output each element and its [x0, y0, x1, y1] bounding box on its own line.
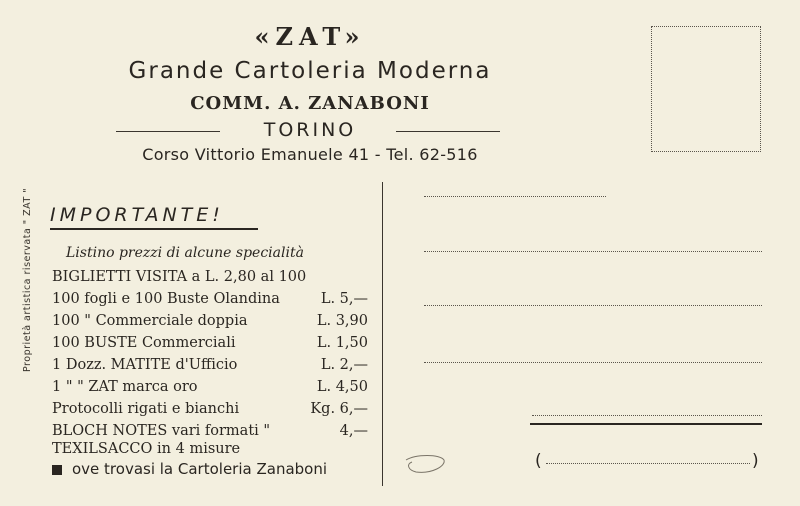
square-bullet-icon	[52, 465, 62, 475]
price-row	[52, 379, 368, 395]
price-item-label: BIGLIETTI VISITA a L. 2,80 al 100	[52, 269, 307, 285]
footer-line	[52, 460, 327, 478]
address-line	[424, 196, 606, 197]
paren-open: (	[535, 451, 542, 471]
price-item-value: L. 5,—	[320, 291, 368, 307]
price-item-label: 100 BUSTE Commerciali	[52, 335, 236, 351]
price-item-label: 100 fogli e 100 Buste Olandina	[52, 291, 280, 307]
price-row	[52, 291, 368, 307]
pen-scribble-icon	[402, 452, 448, 478]
shop-address: Corso Vittorio Emanuele 41 - Tel. 62-516	[142, 145, 478, 164]
price-item-label: Protocolli rigati e bianchi	[52, 401, 240, 417]
price-row	[52, 401, 368, 417]
price-item-label: TEXILSACCO in 4 misure	[52, 441, 241, 457]
owner-name: COMM. A. ZANABONI	[190, 93, 430, 114]
center-divider	[382, 182, 383, 486]
price-item-value: L. 2,—	[320, 357, 368, 373]
address-line	[424, 251, 762, 252]
price-row	[52, 313, 368, 329]
province-dotted-line	[546, 463, 750, 464]
price-item-label: 1 " " ZAT marca oro	[52, 379, 198, 395]
address-line	[532, 415, 762, 416]
address-solid-line	[530, 423, 762, 425]
price-row	[52, 335, 368, 351]
brand-title: «ZAT»	[254, 22, 366, 51]
price-row	[52, 269, 368, 285]
footer-text: ove trovasi la Cartoleria Zanaboni	[72, 460, 328, 478]
price-item-value: L. 3,90	[316, 313, 368, 329]
important-heading: IMPORTANTE!	[50, 204, 258, 230]
price-item-label: BLOCH NOTES vari formati "	[52, 423, 271, 439]
price-item-value: L. 4,50	[316, 379, 368, 395]
stamp-box	[651, 26, 761, 152]
city-rule-right	[396, 131, 500, 132]
price-row	[52, 423, 368, 439]
price-item-value: 4,—	[339, 423, 368, 439]
price-row	[52, 441, 368, 457]
copyright-vertical-text: Proprietà artistica riservata " ZAT "	[22, 187, 33, 372]
address-line	[424, 362, 762, 363]
price-list-title: Listino prezzi di alcune specialità	[66, 245, 304, 261]
price-item-value: Kg. 6,—	[310, 401, 368, 417]
price-item-label: 100 " Commerciale doppia	[52, 313, 248, 329]
price-row	[52, 357, 368, 373]
city-name: TORINO	[263, 119, 357, 141]
price-item-label: 1 Dozz. MATITE d'Ufficio	[52, 357, 238, 373]
price-item-value: L. 1,50	[316, 335, 368, 351]
shop-name: Grande Cartoleria Moderna	[128, 58, 492, 84]
paren-close: )	[752, 451, 759, 471]
address-line	[424, 305, 762, 306]
